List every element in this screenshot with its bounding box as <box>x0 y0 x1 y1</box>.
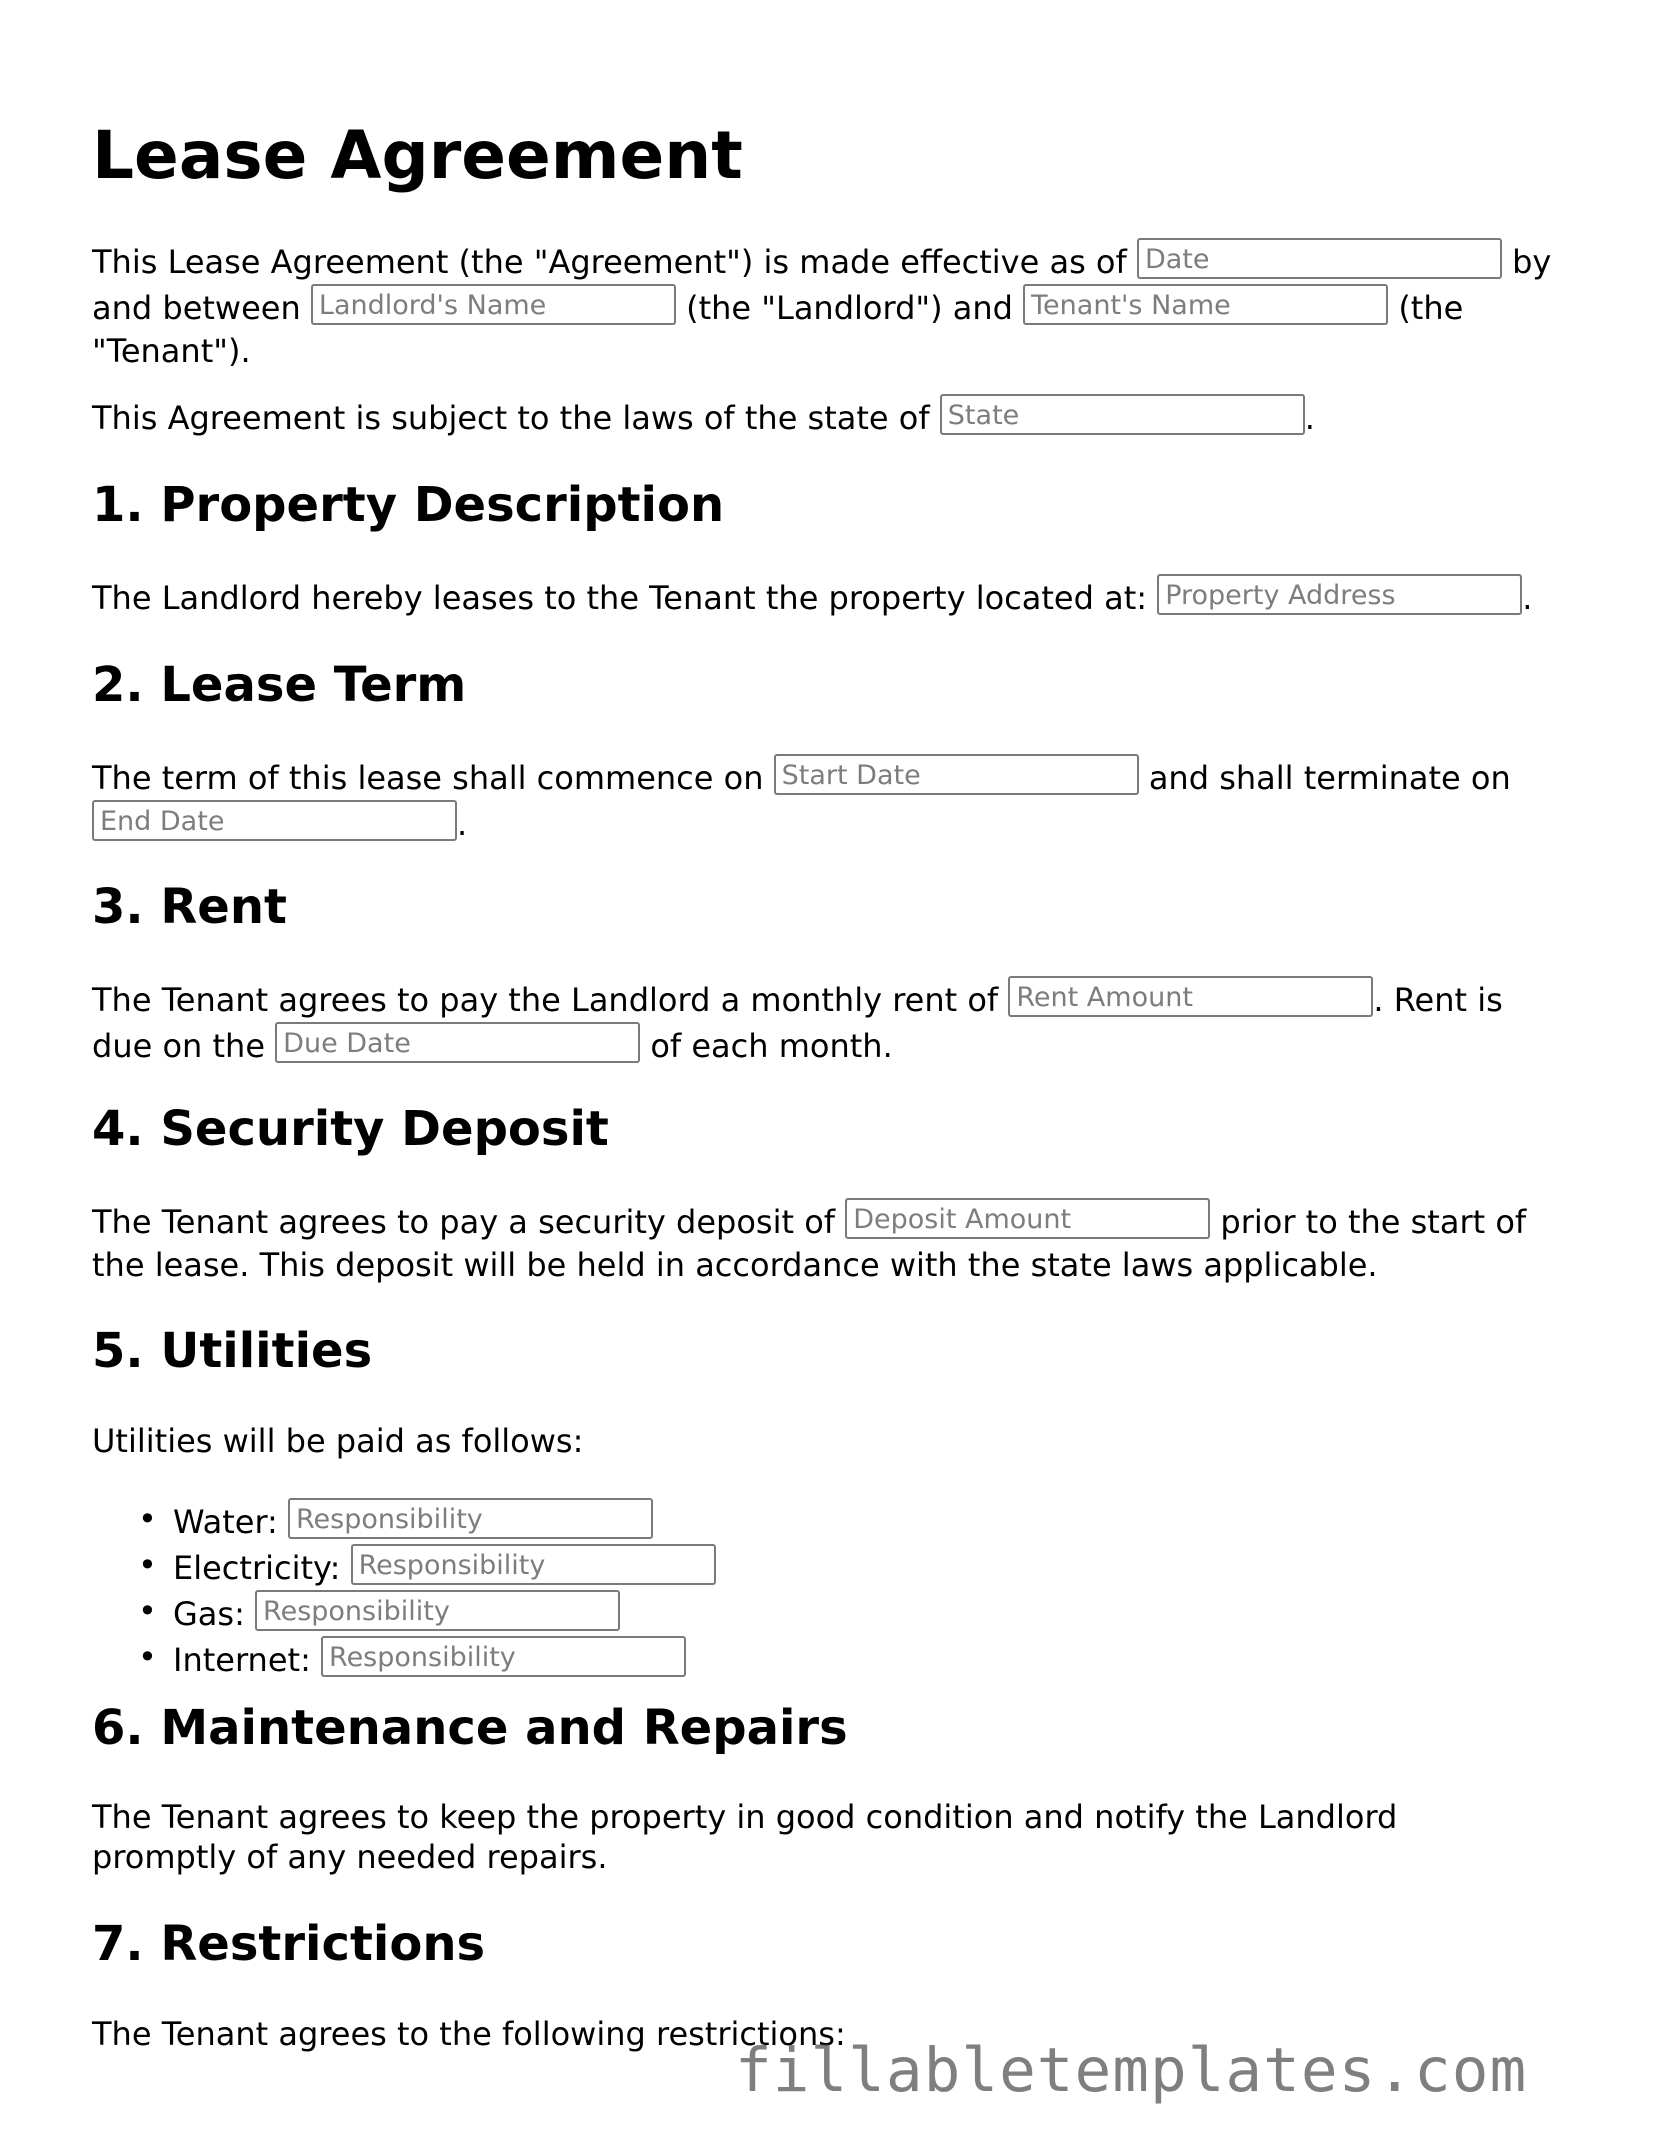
section-heading-maintenance: 6. Maintenance and Repairs <box>92 1700 848 1756</box>
end-date-field[interactable]: End Date <box>92 800 457 841</box>
utilities-paragraph: Utilities will be paid as follows: <box>92 1422 584 1460</box>
utility-label-gas: Gas: <box>173 1595 245 1633</box>
start-date-field[interactable]: Start Date <box>774 754 1139 795</box>
effective-date-field[interactable]: Date <box>1137 238 1502 279</box>
landlord-name-field[interactable]: Landlord's Name <box>311 284 676 325</box>
list-item: • Water: Responsibility <box>92 1498 716 1544</box>
rent-paragraph: The Tenant agrees to pay the Landlord a monthly rent of Rent Amount . Rent is due on the Due Date of each month. <box>92 976 1572 1068</box>
utility-label-internet: Internet: <box>173 1641 311 1679</box>
restrictions-paragraph: The Tenant agrees to the following restrictions: <box>92 2015 846 2053</box>
section-heading-property: 1. Property Description <box>92 477 725 533</box>
intro-paragraph: This Lease Agreement (the "Agreement") is made effective as of Date by and between Landlord's Name (the "Landlord") and Tenant's Name (the "Tenant"). <box>92 238 1572 373</box>
list-item: • Gas: Responsibility <box>92 1590 716 1636</box>
water-responsibility-field[interactable]: Responsibility <box>288 1498 653 1539</box>
utility-label-water: Water: <box>173 1503 278 1541</box>
state-field[interactable]: State <box>940 394 1305 435</box>
tenant-name-field[interactable]: Tenant's Name <box>1023 284 1388 325</box>
section-heading-lease-term: 2. Lease Term <box>92 657 467 713</box>
lease-term-paragraph: The term of this lease shall commence on Start Date and shall terminate on End Date . <box>92 754 1572 846</box>
electricity-responsibility-field[interactable]: Responsibility <box>351 1544 716 1585</box>
section-heading-utilities: 5. Utilities <box>92 1323 373 1379</box>
utility-label-electricity: Electricity: <box>173 1549 341 1587</box>
gas-responsibility-field[interactable]: Responsibility <box>255 1590 620 1631</box>
property-address-field[interactable]: Property Address <box>1157 574 1522 615</box>
section-heading-rent: 3. Rent <box>92 879 287 935</box>
deposit-paragraph: The Tenant agrees to pay a security deposit of Deposit Amount prior to the start of the lease. This deposit will be held in accordance with the state laws applicable. <box>92 1198 1572 1287</box>
utilities-list <box>92 1498 716 1682</box>
governing-law-paragraph: This Agreement is subject to the laws of the state of State . <box>92 394 1572 440</box>
deposit-amount-field[interactable]: Deposit Amount <box>845 1198 1210 1239</box>
property-paragraph: The Landlord hereby leases to the Tenant the property located at: Property Address . <box>92 574 1572 620</box>
rent-amount-field[interactable]: Rent Amount <box>1008 976 1373 1017</box>
due-date-field[interactable]: Due Date <box>275 1022 640 1063</box>
section-heading-security-deposit: 4. Security Deposit <box>92 1101 609 1157</box>
watermark-text: fillabletemplates.com <box>735 2035 1528 2106</box>
list-item: • Electricity: Responsibility <box>92 1544 716 1590</box>
list-item: • Internet: Responsibility <box>92 1636 716 1682</box>
maintenance-paragraph: The Tenant agrees to keep the property in good condition and notify the Landlord promptly of any needed repairs. <box>92 1798 1398 1876</box>
document-title: Lease Agreement <box>92 117 743 194</box>
section-heading-restrictions: 7. Restrictions <box>92 1916 486 1972</box>
internet-responsibility-field[interactable]: Responsibility <box>321 1636 686 1677</box>
